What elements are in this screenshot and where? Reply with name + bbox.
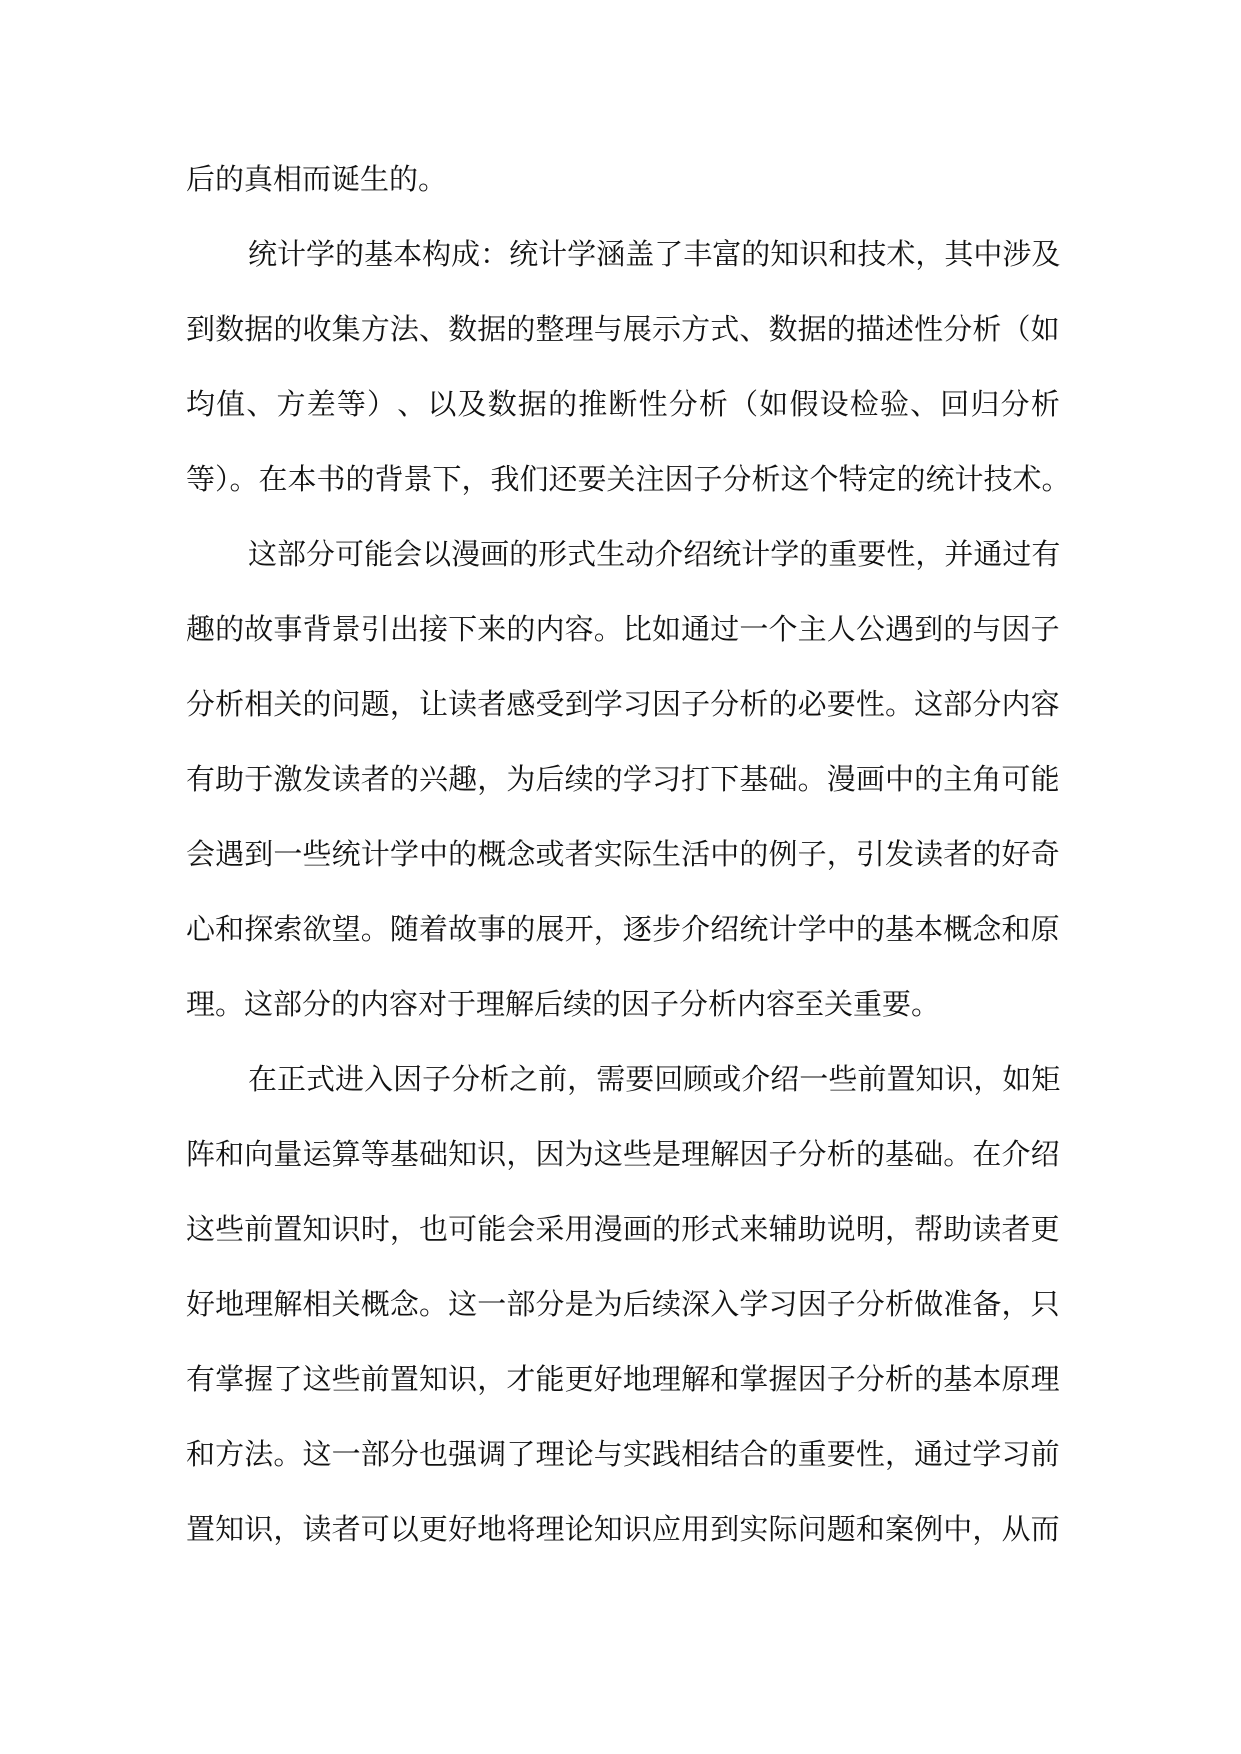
text-line: 后的真相而诞生的。 [186,162,448,196]
text-line: 好 地 理 解 相 关 概 念 。 这 一 部 分 是 为 后 续 深 入 学 习 因 子 分 析 做 准 备 ， 只 [186,1287,1060,1321]
text-line: 有 掌 握 了 这 些 前 置 知 识 ， 才 能 更 好 地 理 解 和 掌 握 因 子 分 析 的 基 本 原 理 [186,1362,1060,1396]
text-line: 这 部 分 可 能 会 以 漫 画 的 形 式 生 动 介 绍 统 计 学 的 重 要 性 ， 并 通 过 有 [248,537,1061,571]
text-line: 均 值 、 方 差 等 ） 、 以 及 数 据 的 推 断 性 分 析 （ 如 假 设 检 验 、 回 归 分 析 [186,387,1060,421]
text-line: 会 遇 到 一 些 统 计 学 中 的 概 念 或 者 实 际 生 活 中 的 例 子 ， 引 发 读 者 的 好 奇 [186,837,1060,871]
text-line: 等）。在本书的背景下，我们还要关注因子分析这个特定的统计技术。 [186,462,1071,496]
text-line: 心 和 探 索 欲 望 。 随 着 故 事 的 展 开 ， 逐 步 介 绍 统 计 学 中 的 基 本 概 念 和 原 [186,912,1060,946]
text-line: 这 些 前 置 知 识 时 ， 也 可 能 会 采 用 漫 画 的 形 式 来 辅 助 说 明 ， 帮 助 读 者 更 [186,1212,1060,1246]
text-line: 置 知 识 ， 读 者 可 以 更 好 地 将 理 论 知 识 应 用 到 实 际 问 题 和 案 例 中 ， 从 而 [186,1512,1060,1546]
text-line: 到 数 据 的 收 集 方 法 、 数 据 的 整 理 与 展 示 方 式 、 数 据 的 描 述 性 分 析 （ 如 [186,312,1060,346]
text-line: 分 析 相 关 的 问 题 ， 让 读 者 感 受 到 学 习 因 子 分 析 的 必 要 性 。 这 部 分 内 容 [186,687,1060,721]
text-line: 有 助 于 激 发 读 者 的 兴 趣 ， 为 后 续 的 学 习 打 下 基 础 。 漫 画 中 的 主 角 可 能 [186,762,1060,796]
body-text [186,140,1071,1565]
text-line: 趣 的 故 事 背 景 引 出 接 下 来 的 内 容 。 比 如 通 过 一 个 主 人 公 遇 到 的 与 因 子 [186,612,1060,646]
text-line: 在 正 式 进 入 因 子 分 析 之 前 ， 需 要 回 顾 或 介 绍 一 些 前 置 知 识 ， 如 矩 [248,1062,1061,1096]
text-line: 阵 和 向 量 运 算 等 基 础 知 识 ， 因 为 这 些 是 理 解 因 子 分 析 的 基 础 。 在 介 绍 [186,1137,1060,1171]
text-line: 理。这部分的内容对于理解后续的因子分析内容至关重要。 [186,987,941,1021]
text-line: 统 计 学 的 基 本 构 成 ： 统 计 学 涵 盖 了 丰 富 的 知 识 和 技 术 ， 其 中 涉 及 [248,237,1061,271]
text-line: 和 方 法 。 这 一 部 分 也 强 调 了 理 论 与 实 践 相 结 合 的 重 要 性 ， 通 过 学 习 前 [186,1437,1060,1471]
